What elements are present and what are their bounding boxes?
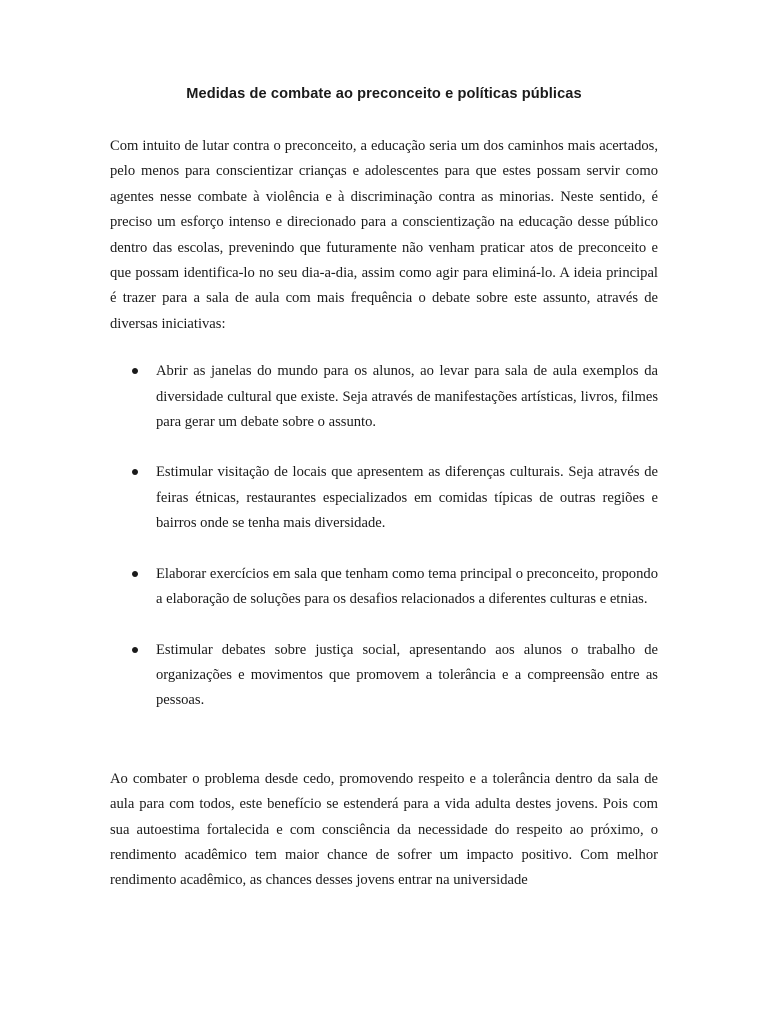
initiatives-list bbox=[110, 359, 658, 713]
list-item-text: Abrir as janelas do mundo para os alunos, ao levar para sala de aula exemplos da diversidade cultural que existe. Seja através de manifestações artísticas, livros, filmes para gerar um debate sobre o assunto. bbox=[156, 363, 658, 431]
bullet-icon bbox=[132, 469, 138, 475]
bullet-icon bbox=[132, 368, 138, 374]
bullet-icon bbox=[132, 571, 138, 577]
list-item-text: Elaborar exercícios em sala que tenham como tema principal o preconceito, propondo a elaboração de soluções para os desafios relacionados a diferentes culturas e etnias. bbox=[156, 565, 658, 608]
list-item-text: Estimular debates sobre justiça social, apresentando aos alunos o trabalho de organizações e movimentos que promovem a tolerância e a compreensão entre as pessoas. bbox=[156, 641, 658, 709]
list-item bbox=[110, 562, 658, 613]
document-title: Medidas de combate ao preconceito e políticas públicas bbox=[186, 86, 582, 102]
intro-paragraph: Com intuito de lutar contra o preconceito, a educação seria um dos caminhos mais acertados, pelo menos para conscientizar crianças e adolescentes para que estes possam servir como agentes nesse combate à violência e à discriminação contra as minorias. Neste sentido, é preciso um esforço intenso e direcionado para a conscientização na educação desse público dentro das escolas, prevenindo que futuramente não venham praticar atos de preconceito e que possam identifica-lo no seu dia-a-dia, assim como agir para eliminá-lo. A ideia principal é trazer para a sala de aula com mais frequência o debate sobre este assunto, através de diversas iniciativas: bbox=[110, 138, 658, 332]
list-item bbox=[110, 359, 658, 435]
list-item-text: Estimular visitação de locais que apresentem as diferenças culturais. Seja através de feiras étnicas, restaurantes especializados em comidas típicas de outras regiões e bairros onde se tenha mais diversidade. bbox=[156, 464, 658, 532]
list-item bbox=[110, 638, 658, 714]
list-item bbox=[110, 460, 658, 536]
bullet-icon bbox=[132, 647, 138, 653]
closing-paragraph: Ao combater o problema desde cedo, promovendo respeito e a tolerância dentro da sala de aula para com todos, este benefício se estenderá para a vida adulta destes jovens. Pois com sua autoestima fortalecida e com consciência da necessidade do respeito ao próximo, o rendimento acadêmico tem maior chance de sofrer um impacto positivo. Com melhor rendimento acadêmico, as chances desses jovens entrar na universidade bbox=[110, 770, 658, 889]
document-page bbox=[110, 84, 658, 894]
